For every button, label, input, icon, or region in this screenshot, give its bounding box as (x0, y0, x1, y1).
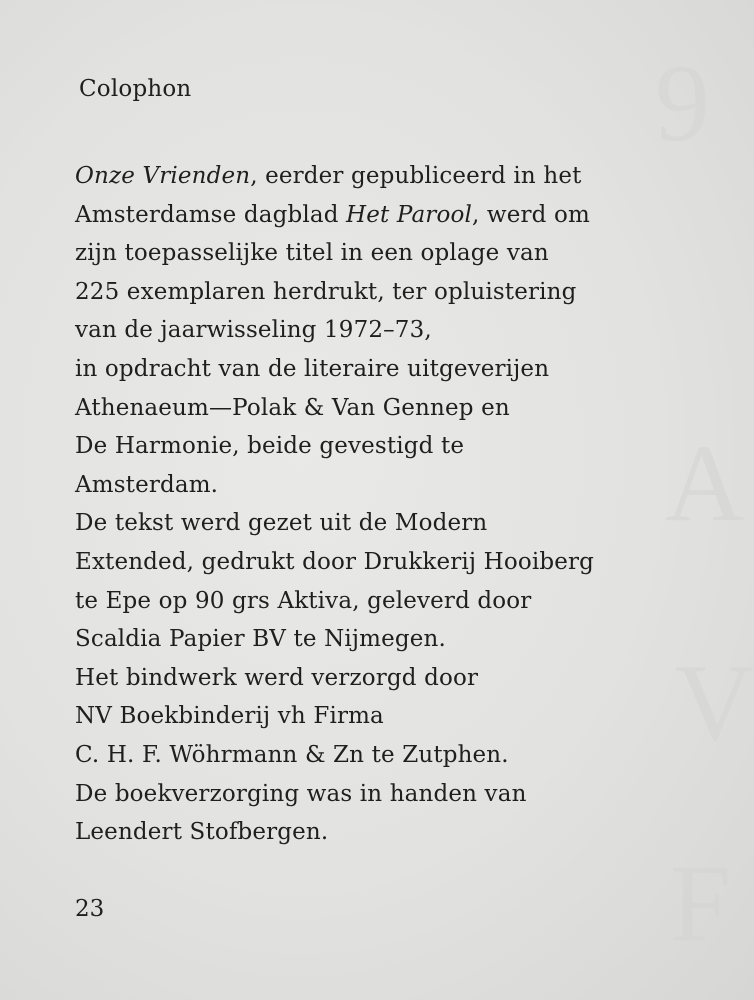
text-run: Extended, gedrukt door Drukkerij Hooiberg (75, 548, 595, 575)
text-run: van de jaarwisseling 1972–73, (75, 317, 432, 344)
text-run: , eerder gepubliceerd in het (250, 163, 582, 189)
text-line (75, 582, 695, 621)
text-line (75, 196, 695, 235)
text-line (75, 659, 695, 698)
italic-title: Het Parool (346, 201, 472, 228)
text-run: De boekverzorging was in handen van (75, 780, 527, 807)
show-through-decoration: 9 A V F (655, 42, 754, 964)
text-line (75, 157, 695, 196)
text-line (75, 427, 695, 466)
text-line (75, 543, 695, 582)
text-run: 225 exemplaren herdrukt, ter opluistering (75, 278, 577, 305)
text-run: Het bindwerk werd verzorgd door (75, 664, 479, 691)
text-run: De Harmonie, beide gevestigd te (75, 433, 465, 460)
text-line (75, 234, 695, 273)
text-run: C. H. F. Wöhrmann & Zn te Zutphen. (75, 741, 509, 768)
text-line (75, 504, 695, 543)
text-line (75, 620, 695, 659)
text-line (75, 697, 695, 736)
text-line (75, 350, 695, 389)
page-number: 23 (75, 896, 105, 922)
text-run: Amsterdamse dagblad (75, 201, 347, 228)
text-run: De tekst werd gezet uit de Modern (75, 510, 488, 537)
text-line (75, 775, 695, 814)
page-title: Colophon (79, 76, 192, 102)
text-run: Scaldia Papier BV te Nijmegen. (75, 626, 446, 653)
text-line (75, 273, 695, 312)
text-line (75, 389, 695, 428)
colophon-text (75, 157, 695, 852)
text-run: in opdracht van de literaire uitgeverijen (75, 355, 550, 382)
text-run: te Epe op 90 grs Aktiva, geleverd door (75, 587, 532, 614)
text-line (75, 736, 695, 775)
text-run: Leendert Stofbergen. (75, 819, 329, 846)
text-run: Athenaeum—Polak & Van Gennep en (75, 394, 510, 421)
text-run: Amsterdam. (75, 471, 219, 498)
italic-title: Onze Vrienden (75, 163, 251, 189)
text-line (75, 466, 695, 505)
text-run: zijn toepasselijke titel in een oplage van (75, 240, 549, 267)
text-run: NV Boekbinderij vh Firma (75, 703, 384, 730)
text-run: , werd om (471, 201, 590, 228)
text-line (75, 813, 695, 852)
text-line (75, 311, 695, 350)
